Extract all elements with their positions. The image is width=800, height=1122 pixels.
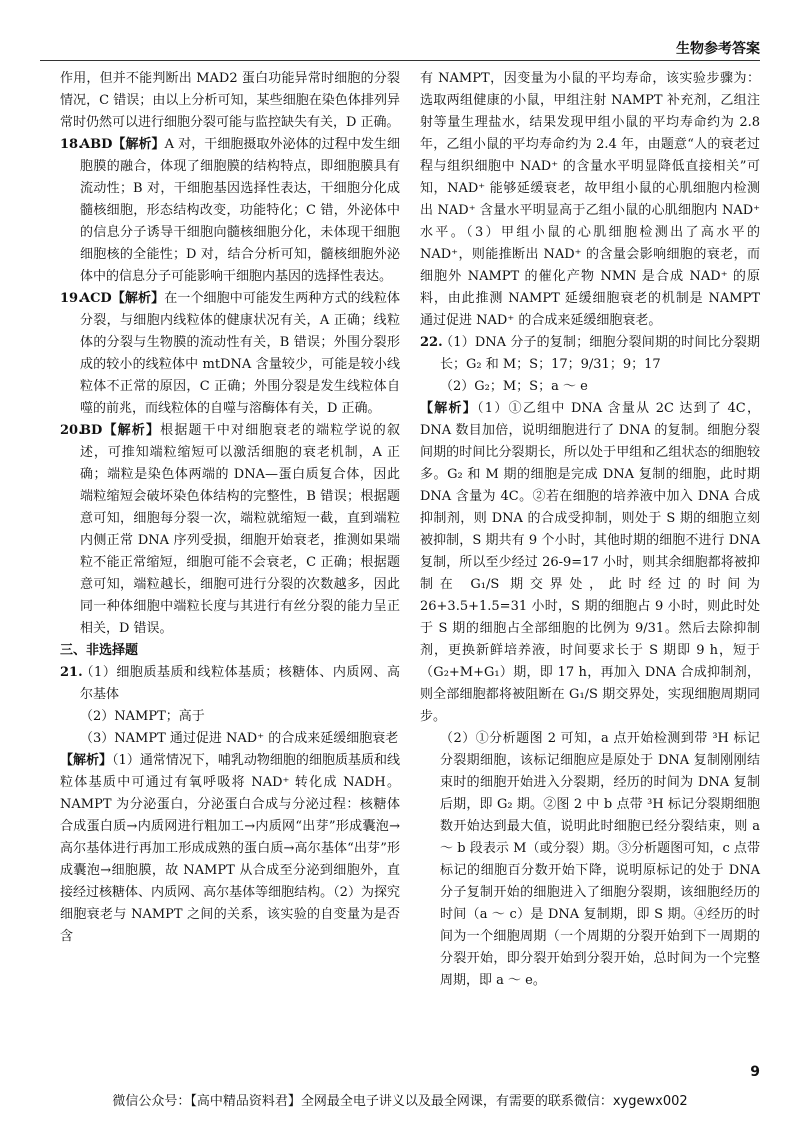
paragraph: （2）①分析题图 2 可知，a 点开始检测到带 ³H 标记分裂期细胞，该标记细胞应是原处于 DNA 复制刚刚结束时的细胞开始进入分裂期，经历的时间为 DNA 复制后期，即 G₂ 期。②图 2 中 b 点带 ³H 标记分裂期细胞数开始达到最大值，说明此时细胞已经分裂结束，则 a ～ b 段表示 M（或分裂）期。③分析题图可知，c 点带标记的细胞百分数开始下降，说明原标记的处于 DNA 分子复制开始的细胞进入了细胞分裂期，该细胞经历的时间（a ～ c）是 DNA 复制期，即 S 期。④经历的时间为一个细胞周期（一个周期的分裂开始到下一周期的分裂开始，即分裂开始到分裂开始，总时间为一个完整周期，即 a ～ e。: [440, 731, 760, 988]
answer-text: 作用，但并不能判断出 MAD2 蛋白功能异常时细胞的分裂情况，C 错误；由以上分析可知，某些细胞在染色体排列异常时仍然可以进行细胞分裂可能与监控缺失有关，D 正确。: [60, 71, 400, 130]
paragraph: [60, 420, 400, 640]
answer-tag: 【解析】: [60, 753, 113, 768]
header-title: 生物参考答案: [676, 41, 760, 57]
paragraph: [420, 68, 760, 332]
answer-num: 18.: [60, 137, 83, 152]
content-columns: [60, 68, 760, 988]
answer-text: A 对，干细胞摄取外泌体的过程中发生细胞膜的融合，体现了细胞膜的结构特点，即细胞膜具有流动性；B 对，干细胞基因选择性表达，干细胞分化成髓核细胞，形态结构改变，功能特化；C 错，外泌体中的信息分子诱导干细胞向髓核细胞分化，未体现干细胞细胞核的全能性；D 对，结合分析可知，髓核细胞外泌体中的信息分子可能影响干细胞内基因的选择性表达。: [80, 137, 400, 284]
paragraph: [60, 750, 400, 948]
answer-tag: 【解析】: [112, 137, 165, 152]
answer-text: （1）①乙组中 DNA 含量从 2C 达到了 4C，DNA 数目加倍，说明细胞进行了 DNA 的复制。细胞分裂间期的时间比分裂期长，所以处于甲组和乙组状态的细胞较多。G₂ 和 M 期的细胞是完成 DNA 复制的细胞，此时期 DNA 含量为 4C。②若在细胞的培养液中加入 DNA 合成抑制剂，则 DNA 的合成受抑制，则处于 S 期的细胞立刻被抑制，S 期共有 9 个小时，其他时期的细胞不进行 DNA 复制，所以至少经过 26-9=17 小时，则其余细胞都将被抑制在 G₁/S 期交界处，此时经过的时间为 26+3.5+1.5=31 小时，S 期的细胞占 9 小时，则此时处于 S 期的细胞占全部细胞的比例为 9/31。然后去除抑制剂，更换新鲜培养液，时间要求长于 S 期即 9 h，短于（G₂+M+G₁）期，即 17 h，再加入 DNA 合成抑制剂，则全部细胞都将被阻断在 G₁/S 期交界处，实现细胞周期同步。: [420, 401, 760, 724]
answer-num: 21.: [60, 665, 83, 680]
paragraph: [60, 134, 400, 288]
paragraph: （2）NAMPT；高于: [80, 709, 205, 724]
answer-ans: BD: [80, 423, 103, 438]
paragraph: [60, 288, 400, 420]
paragraph: [60, 662, 400, 706]
answer-text: 在一个细胞中可能发生两种方式的线粒体分裂，与细胞内线粒体的健康状况有关，A 正确；线粒体的分裂与生物膜的流动性有关，B 错误；外围分裂形成的较小的线粒体中 mtDNA 含量较少，可能是较小线粒体不正常的原因，C 正确；外围分裂是发生线粒体自噬的前兆，而线粒体的自噬与溶酶体有关，D 正确。: [80, 291, 400, 416]
left-column: [60, 68, 400, 968]
page-number: 9: [750, 1064, 760, 1080]
answer-num: 19.: [60, 291, 83, 306]
section-title: 三、非选择题: [60, 643, 139, 658]
answer-text: （1）DNA 分子的复制；细胞分裂间期的时间比分裂期长；G₂ 和 M；S；17；9/31；9；17: [440, 335, 760, 372]
answer-text: （1）通常情况下，哺乳动物细胞的细胞质基质和线粒体基质中可通过有氧呼吸将 NAD⁺ 转化成 NADH。NAMPT 为分泌蛋白，分泌蛋白合成与分泌过程：核糖体合成蛋白质→内质网进行粗加工→内质网“出芽”形成囊泡→高尔基体进行再加工形成成熟的蛋白质→高尔基体“出芽”形成囊泡→细胞膜，故 NAMPT 从合成至分泌到细胞外，直接经过核糖体、内质网、高尔基体等细胞结构。（2）为探究细胞衰老与 NAMPT 之间的关系，该实验的自变量为是否含: [60, 753, 400, 944]
answer-text: （1）细胞质基质和线粒体基质；核糖体、内质网、高尔基体: [80, 665, 400, 702]
paragraph: [60, 68, 400, 134]
paragraph: （2）G₂；M；S；a ～ e: [440, 379, 588, 394]
answer-text: 有 NAMPT，因变量为小鼠的平均寿命，该实验步骤为：选取两组健康的小鼠，甲组注射 NAMPT 补充剂，乙组注射等量生理盐水，结果发现甲组小鼠的平均寿命约为 2.8 年，乙组小鼠的平均寿命约为 2.4 年，由题意“人的衰老过程与组织细胞中 NAD⁺ 的含量水平明显降低直接相关”可知，NAD⁺ 能够延缓衰老，故甲组小鼠的心肌细胞内检测出 NAD⁺ 含量水平明显高于乙组小鼠的心肌细胞内 NAD⁺ 水平。（3）甲组小鼠的心肌细胞检测出了高水平的 NAD⁺，则能推断出 NAD⁺ 的含量会影响细胞的衰老，而细胞外 NAMPT 的催化产物 NMN 是合成 NAD⁺ 的原料，由此推测 NAMPT 延缓细胞衰老的机制是 NAMPT 通过促进 NAD⁺ 的合成来延缓细胞衰老。: [420, 71, 760, 328]
paragraph: （3）NAMPT 通过促进 NAD⁺ 的合成来延缓细胞衰老: [80, 731, 399, 746]
answer-ans: ABD: [80, 137, 113, 152]
answer-tag: 【解析】: [102, 423, 161, 438]
answer-text: 根据题干中对细胞衰老的端粒学说的叙述，可推知端粒缩短可以激活细胞的衰老机制，A 正确；端粒是染色体两端的 DNA—蛋白质复合体，因此端粒缩短会破坏染色体结构的完整性，B 错误；根据题意可知，细胞每分裂一次，端粒就缩短一截，直到端粒内侧正常 DNA 序列受损，细胞开始衰老，推测如果端粒不能正常缩短，细胞可能不会衰老，C 正确；根据题意可知，端粒越长，细胞可进行分裂的次数越多，因此同一种体细胞中端粒长度与其进行有丝分裂的能力呈正相关，D 错误。: [80, 423, 400, 636]
footer-text: 微信公众号：【高中精品资料君】全网最全电子讲义以及最全网课，有需要的联系微信：xygewx002: [112, 1094, 688, 1109]
answer-ans: ACD: [80, 291, 112, 306]
answer-num: 20.: [60, 423, 83, 438]
answer-tag: 【解析】: [420, 401, 478, 416]
paragraph: [420, 398, 760, 728]
answer-tag: 【解析】: [111, 291, 165, 306]
page-header: [40, 34, 760, 61]
paragraph: [420, 332, 760, 376]
right-column: [420, 68, 760, 988]
answer-num: 22.: [420, 335, 443, 350]
